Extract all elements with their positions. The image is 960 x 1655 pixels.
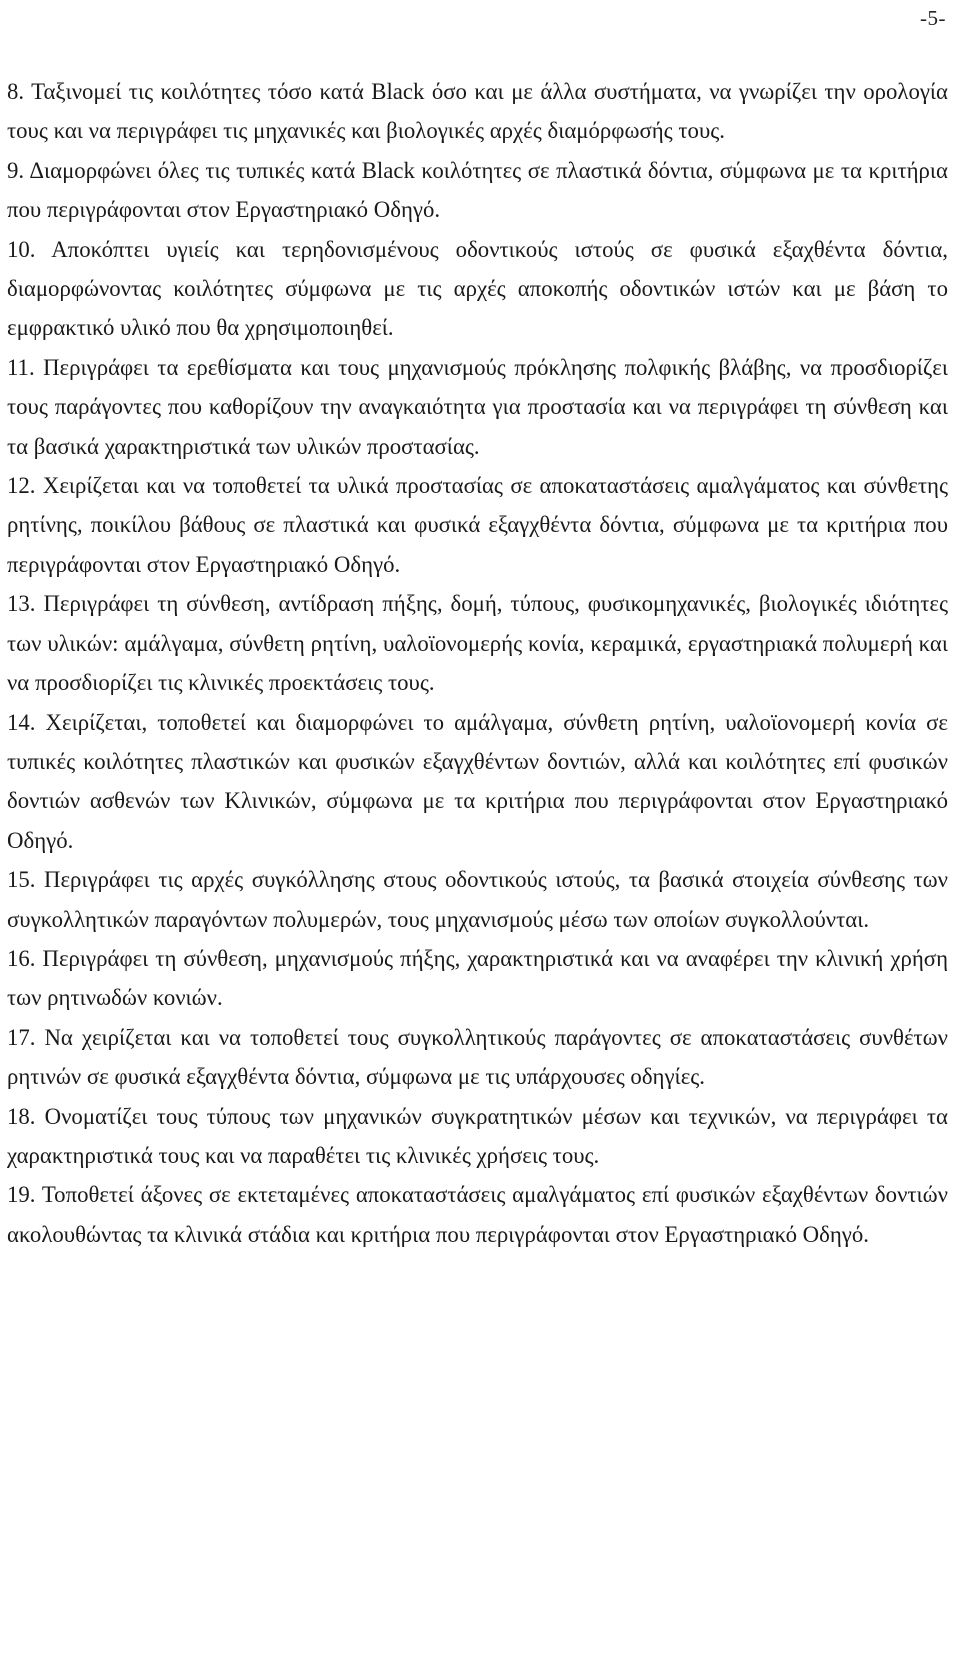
- page-number: -5-: [920, 6, 946, 30]
- list-item: 16. Περιγράφει τη σύνθεση, μηχανισμούς πήξης, χαρακτηριστικά και να αναφέρει την κλινική χρήση των ρητινωδών κονιών.: [7, 945, 948, 1011]
- learning-outcomes-list: [7, 72, 948, 1254]
- list-item: 18. Ονοματίζει τους τύπους των μηχανικών συγκρατητικών μέσων και τεχνικών, να περιγράφει τα χαρακτηριστικά τους και να παραθέτει τις κλινικές χρήσεις τους.: [7, 1103, 948, 1168]
- list-item: 12. Χειρίζεται και να τοποθετεί τα υλικά προστασίας σε αποκαταστάσεις αμαλγάματος και σύνθετης ρητίνης, ποικίλου βάθους σε πλαστικά και φυσικά εξαγχθέντα δόντια, σύμφωνα με τα κριτήρια που περιγράφονται στον Εργαστηριακό Οδηγό.: [7, 473, 948, 577]
- list-item: 10. Αποκόπτει υγιείς και τερηδονισμένους οδοντικούς ιστούς σε φυσικά εξαχθέντα δόντια, διαμορφώνοντας κοιλότητες σύμφωνα με τις αρχές αποκοπής οδοντικών ιστών και με βάση το εμφρακτικό υλικό που θα χρησιμοποιηθεί.: [7, 236, 948, 341]
- list-item: 17. Να χειρίζεται και να τοποθετεί τους συγκολλητικούς παράγοντες σε αποκαταστάσεις συνθέτων ρητινών σε φυσικά εξαγχθέντα δόντια, σύμφωνα με τις υπάρχουσες οδηγίες.: [7, 1024, 948, 1090]
- list-item: 9. Διαμορφώνει όλες τις τυπικές κατά Black κοιλότητες σε πλαστικά δόντια, σύμφωνα με τα κριτήρια που περιγράφονται στον Εργαστηριακό Οδηγό.: [7, 157, 948, 223]
- list-item: 15. Περιγράφει τις αρχές συγκόλλησης στους οδοντικούς ιστούς, τα βασικά στοιχεία σύνθεσης των συγκολλητικών παραγόντων πολυμερών, τους μηχανισμούς μέσω των οποίων συγκολλούνται.: [7, 867, 948, 932]
- list-item: 19. Τοποθετεί άξονες σε εκτεταμένες αποκαταστάσεις αμαλγάματος επί φυσικών εξαχθέντων δοντιών ακολουθώντας τα κλινικά στάδια και κριτήρια που περιγράφονται στον Εργαστηριακό Οδηγό.: [7, 1182, 948, 1247]
- list-item: 14. Χειρίζεται, τοποθετεί και διαμορφώνει το αμάλγαμα, σύνθετη ρητίνη, υαλοϊονομερή κονία σε τυπικές κοιλότητες πλαστικών και φυσικών εξαγχθέντων δοντιών, αλλά και κοιλότητες επί φυσικών δοντιών ασθενών των Κλινικών, σύμφωνα με τα κριτήρια που περιγράφονται στον Εργαστηριακό Οδηγό.: [7, 709, 948, 853]
- list-item: 8. Ταξινομεί τις κοιλότητες τόσο κατά Black όσο και με άλλα συστήματα, να γνωρίζει την ορολογία τους και να περιγράφει τις μηχανικές και βιολογικές αρχές διαμόρφωσής τους.: [7, 79, 948, 144]
- list-item: 11. Περιγράφει τα ερεθίσματα και τους μηχανισμούς πρόκλησης πολφικής βλάβης, να προσδιορίζει τους παράγοντες που καθορίζουν την αναγκαιότητα για προστασία και να περιγράφει τη σύνθεση και τα βασικά χαρακτηριστικά των υλικών προστασίας.: [7, 354, 948, 459]
- list-item: 13. Περιγράφει τη σύνθεση, αντίδραση πήξης, δομή, τύπους, φυσικομηχανικές, βιολογικές ιδιότητες των υλικών: αμάλγαμα, σύνθετη ρητίνη, υαλοϊονομερής κονία, κεραμικά, εργαστηριακά πολυμερή και να προσδιορίζει τις κλινικές προεκτάσεις τους.: [7, 591, 948, 696]
